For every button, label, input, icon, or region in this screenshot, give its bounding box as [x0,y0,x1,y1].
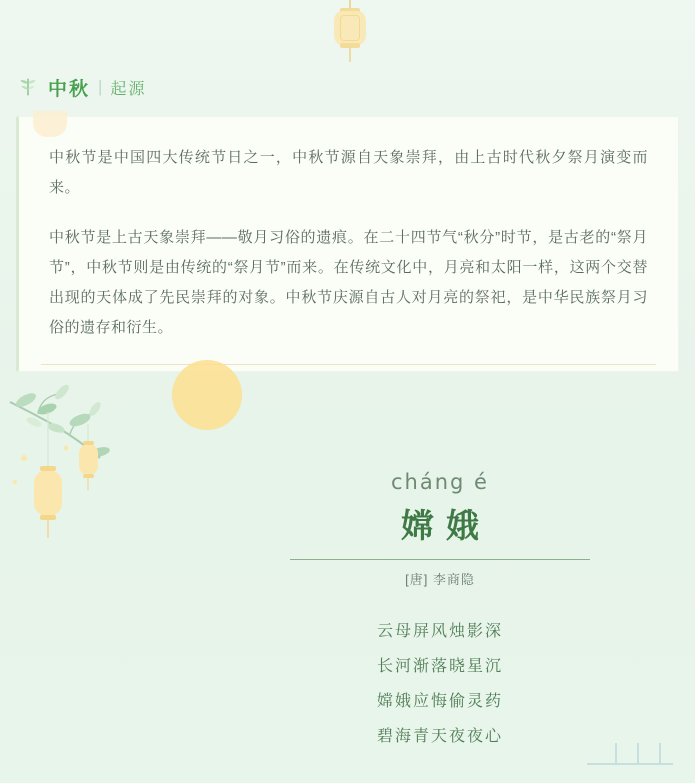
section-title-sub: 起源 [110,80,147,98]
leaf-icon [18,77,38,97]
poem-line: 碧海青天夜夜心 [376,728,503,745]
section-title-separator: | [98,77,103,96]
ink-stroke-decoration [583,733,673,775]
poem-divider [290,559,590,560]
lantern-icon [330,0,370,70]
poem-line: 嫦娥应悔偷灵药 [376,693,503,710]
card-corner-decoration [33,111,67,137]
hanging-lantern-branch-illustration [0,362,200,592]
deco-stroke [659,743,661,763]
poem-line: 长河渐落晓星沉 [376,658,503,675]
deco-bar [587,763,673,765]
poem-pinyin: cháng é [391,470,489,494]
article-paragraph: 中秋节是上古天象崇拜——敬月习俗的遗痕。在二十四节气“秋分”时节，是古老的“祭月节”，中秋节则是由传统的“祭月节”而来。在传统文化中，月亮和太阳一样，这两个交替出现的天体成了先民崇拜的对象。中秋节庆源自古人对月亮的祭祀，是中华民族祭月习俗的遗存和衍生。 [49,229,648,336]
lantern-body [334,11,366,45]
article-paragraph: 中秋节是中国四大传统节日之一，中秋节源自天象崇拜，由上古时代秋夕祭月演变而来。 [49,149,648,196]
deco-stroke [637,743,639,763]
section-header [18,72,146,102]
poem-title: 嫦娥 [401,507,491,544]
section-title-main: 中秋 [48,78,91,100]
article-card [16,116,679,372]
poem-line: 云母屏风烛影深 [376,623,503,640]
deco-stroke [615,743,617,763]
lantern-tassel [349,48,351,62]
poem-block [230,470,650,754]
poem-author: [唐] 李商隐 [405,572,475,587]
